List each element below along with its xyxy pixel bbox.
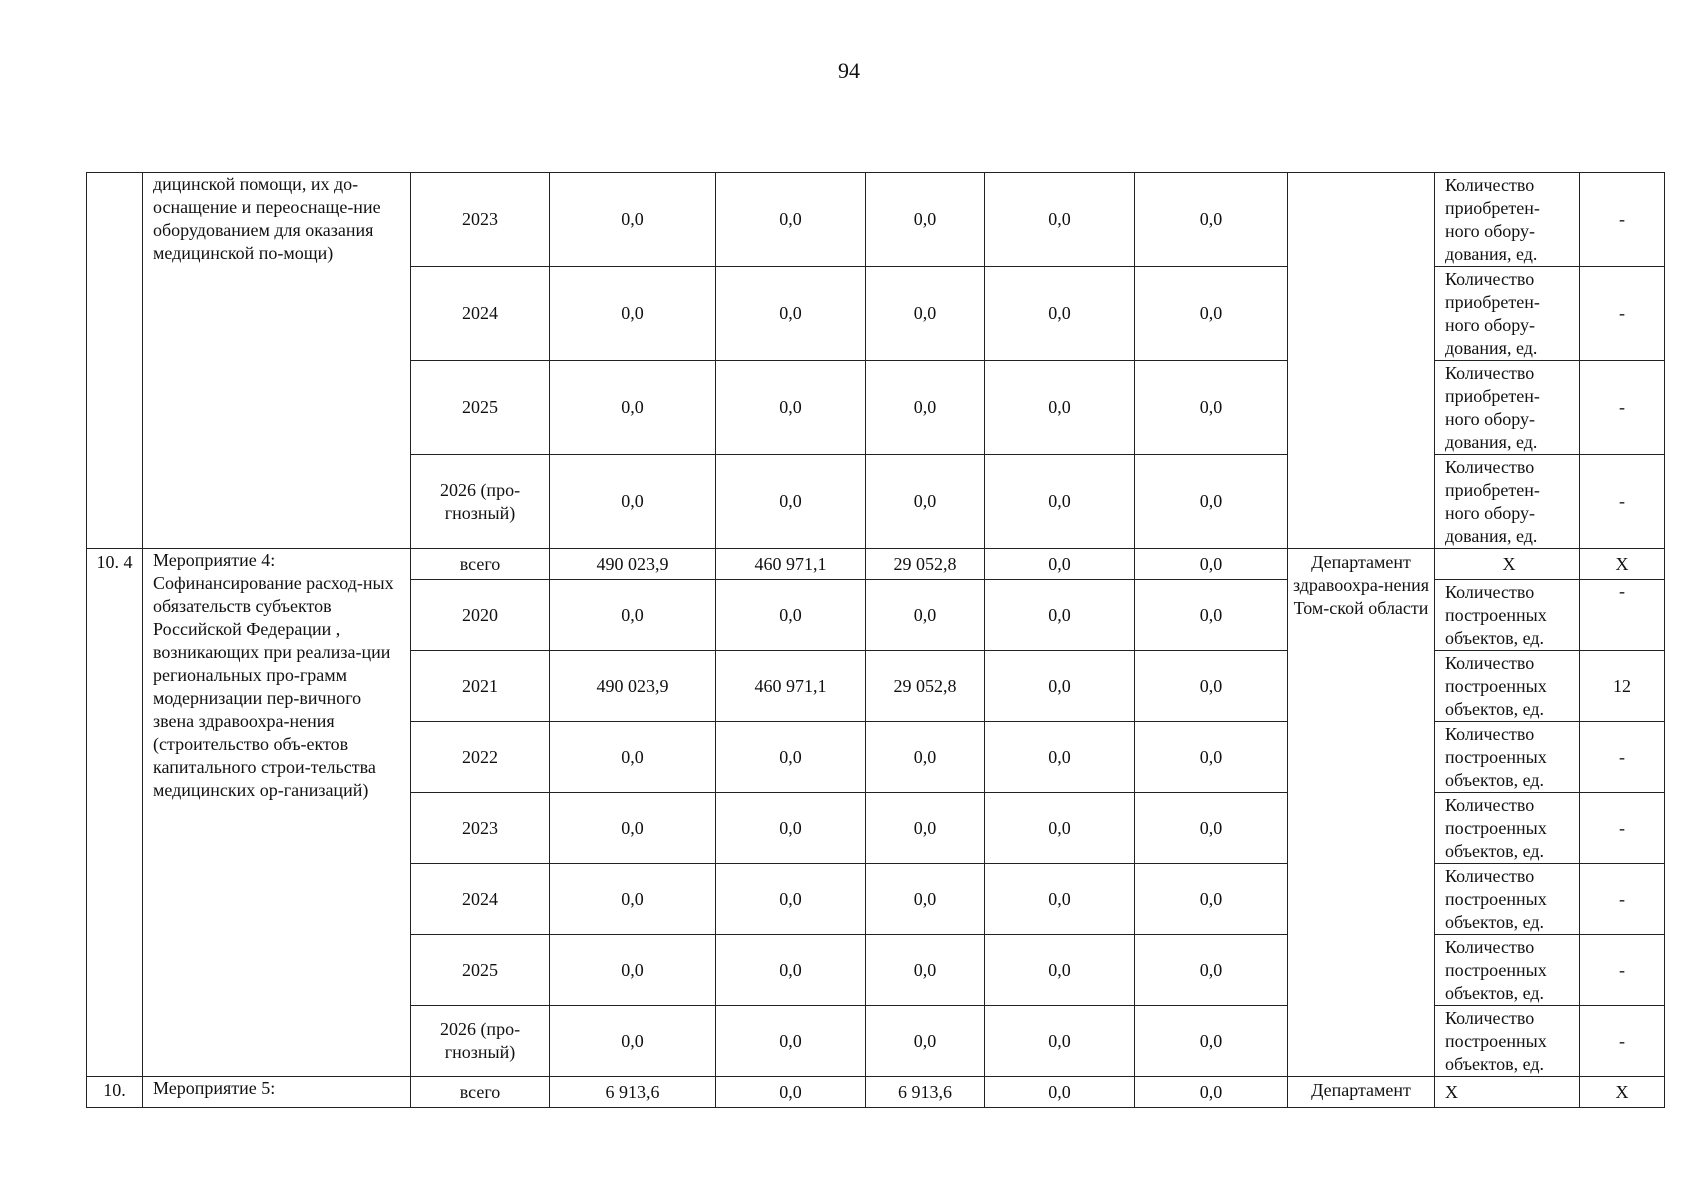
value-regional: 0,0 <box>866 580 985 651</box>
value-regional: 0,0 <box>866 793 985 864</box>
year-cell: 2024 <box>411 864 550 935</box>
value-extra: 0,0 <box>1135 864 1288 935</box>
value-local: 0,0 <box>985 722 1135 793</box>
indicator-name: Количество построенных объектов, ед. <box>1435 722 1580 793</box>
year-cell: 2023 <box>411 793 550 864</box>
value-local: 0,0 <box>985 864 1135 935</box>
year-cell: 2023 <box>411 173 550 267</box>
table-row <box>87 549 1665 580</box>
value-federal: 0,0 <box>716 864 866 935</box>
table-row <box>87 1077 1665 1108</box>
indicator-name: Количество построенных объектов, ед. <box>1435 580 1580 651</box>
indicator-name: Количество приобретен-ного обору-дования, ед. <box>1435 173 1580 267</box>
indicator-target: - <box>1580 793 1665 864</box>
value-regional: 0,0 <box>866 864 985 935</box>
indicator-name: Количество построенных объектов, ед. <box>1435 864 1580 935</box>
indicator-target: - <box>1580 580 1665 651</box>
value-extra: 0,0 <box>1135 361 1288 455</box>
value-federal: 0,0 <box>716 935 866 1006</box>
year-cell: всего <box>411 549 550 580</box>
value-regional: 0,0 <box>866 455 985 549</box>
value-total: 0,0 <box>550 173 716 267</box>
year-cell: 2020 <box>411 580 550 651</box>
value-federal: 0,0 <box>716 455 866 549</box>
value-extra: 0,0 <box>1135 935 1288 1006</box>
indicator-target: - <box>1580 361 1665 455</box>
value-regional: 0,0 <box>866 361 985 455</box>
value-total: 0,0 <box>550 455 716 549</box>
value-local: 0,0 <box>985 1077 1135 1108</box>
value-local: 0,0 <box>985 1006 1135 1077</box>
activity-executor: Департамент <box>1288 1077 1435 1108</box>
indicator-name: Количество приобретен-ного обору-дования, ед. <box>1435 455 1580 549</box>
value-total: 0,0 <box>550 935 716 1006</box>
value-extra: 0,0 <box>1135 549 1288 580</box>
year-cell: 2026 (про-гнозный) <box>411 455 550 549</box>
value-federal: 0,0 <box>716 1006 866 1077</box>
value-regional: 0,0 <box>866 935 985 1006</box>
indicator-name: Х <box>1435 549 1580 580</box>
indicator-name: Количество построенных объектов, ед. <box>1435 651 1580 722</box>
value-federal: 0,0 <box>716 580 866 651</box>
year-cell: 2024 <box>411 267 550 361</box>
indicator-target: - <box>1580 935 1665 1006</box>
indicator-target: - <box>1580 267 1665 361</box>
value-total: 0,0 <box>550 864 716 935</box>
indicator-name: Количество построенных объектов, ед. <box>1435 1006 1580 1077</box>
value-extra: 0,0 <box>1135 173 1288 267</box>
activity-index: 10. <box>87 1077 143 1108</box>
value-local: 0,0 <box>985 173 1135 267</box>
year-cell: 2025 <box>411 361 550 455</box>
value-extra: 0,0 <box>1135 722 1288 793</box>
value-local: 0,0 <box>985 267 1135 361</box>
indicator-target: Х <box>1580 1077 1665 1108</box>
value-federal: 0,0 <box>716 793 866 864</box>
value-federal: 0,0 <box>716 361 866 455</box>
year-cell: 2022 <box>411 722 550 793</box>
value-federal: 0,0 <box>716 1077 866 1108</box>
indicator-name: Количество построенных объектов, ед. <box>1435 793 1580 864</box>
value-total: 0,0 <box>550 361 716 455</box>
indicator-target: - <box>1580 173 1665 267</box>
value-extra: 0,0 <box>1135 267 1288 361</box>
value-federal: 0,0 <box>716 173 866 267</box>
table-row <box>87 173 1665 267</box>
indicator-target: - <box>1580 455 1665 549</box>
indicator-name: Количество построенных объектов, ед. <box>1435 935 1580 1006</box>
activity-executor <box>1288 173 1435 549</box>
value-federal: 0,0 <box>716 722 866 793</box>
value-regional: 29 052,8 <box>866 651 985 722</box>
indicator-name: Х <box>1435 1077 1580 1108</box>
activity-executor: Департамент здравоохра-нения Том-ской области <box>1288 549 1435 1077</box>
indicator-target: - <box>1580 1006 1665 1077</box>
value-total: 490 023,9 <box>550 549 716 580</box>
value-local: 0,0 <box>985 455 1135 549</box>
value-extra: 0,0 <box>1135 651 1288 722</box>
year-cell: всего <box>411 1077 550 1108</box>
value-extra: 0,0 <box>1135 793 1288 864</box>
value-regional: 0,0 <box>866 267 985 361</box>
value-regional: 6 913,6 <box>866 1077 985 1108</box>
program-activities-table <box>86 172 1665 1108</box>
value-total: 0,0 <box>550 1006 716 1077</box>
indicator-target: - <box>1580 722 1665 793</box>
value-total: 6 913,6 <box>550 1077 716 1108</box>
value-regional: 0,0 <box>866 1006 985 1077</box>
activity-name: Мероприятие 4: Софинансирование расход-ных обязательств субъектов Российской Федерации , возникающих при реализа-ции региональных про-грамм модернизации пер-вичного звена здравоохра-нения (строительство объ-ектов капитального строи-тельства медицинских ор-ганизаций) <box>143 549 411 1077</box>
indicator-target: Х <box>1580 549 1665 580</box>
year-cell: 2021 <box>411 651 550 722</box>
year-cell: 2026 (про-гнозный) <box>411 1006 550 1077</box>
indicator-target: - <box>1580 864 1665 935</box>
value-local: 0,0 <box>985 361 1135 455</box>
value-extra: 0,0 <box>1135 455 1288 549</box>
value-local: 0,0 <box>985 580 1135 651</box>
indicator-target: 12 <box>1580 651 1665 722</box>
value-regional: 29 052,8 <box>866 549 985 580</box>
value-total: 0,0 <box>550 793 716 864</box>
value-federal: 460 971,1 <box>716 549 866 580</box>
value-federal: 0,0 <box>716 267 866 361</box>
value-local: 0,0 <box>985 793 1135 864</box>
value-local: 0,0 <box>985 651 1135 722</box>
value-local: 0,0 <box>985 549 1135 580</box>
page-number: 94 <box>838 58 860 83</box>
value-total: 0,0 <box>550 267 716 361</box>
activity-name: дицинской помощи, их до-оснащение и переоснаще-ние оборудованием для оказания медицинской по-мощи) <box>143 173 411 549</box>
value-extra: 0,0 <box>1135 1077 1288 1108</box>
value-regional: 0,0 <box>866 722 985 793</box>
value-total: 490 023,9 <box>550 651 716 722</box>
value-extra: 0,0 <box>1135 580 1288 651</box>
value-regional: 0,0 <box>866 173 985 267</box>
activity-index: 10. 4 <box>87 549 143 1077</box>
value-local: 0,0 <box>985 935 1135 1006</box>
value-federal: 460 971,1 <box>716 651 866 722</box>
year-cell: 2025 <box>411 935 550 1006</box>
activity-index <box>87 173 143 549</box>
indicator-name: Количество приобретен-ного обору-дования, ед. <box>1435 267 1580 361</box>
value-total: 0,0 <box>550 722 716 793</box>
indicator-name: Количество приобретен-ного обору-дования, ед. <box>1435 361 1580 455</box>
value-extra: 0,0 <box>1135 1006 1288 1077</box>
value-total: 0,0 <box>550 580 716 651</box>
activity-name: Мероприятие 5: <box>143 1077 411 1108</box>
